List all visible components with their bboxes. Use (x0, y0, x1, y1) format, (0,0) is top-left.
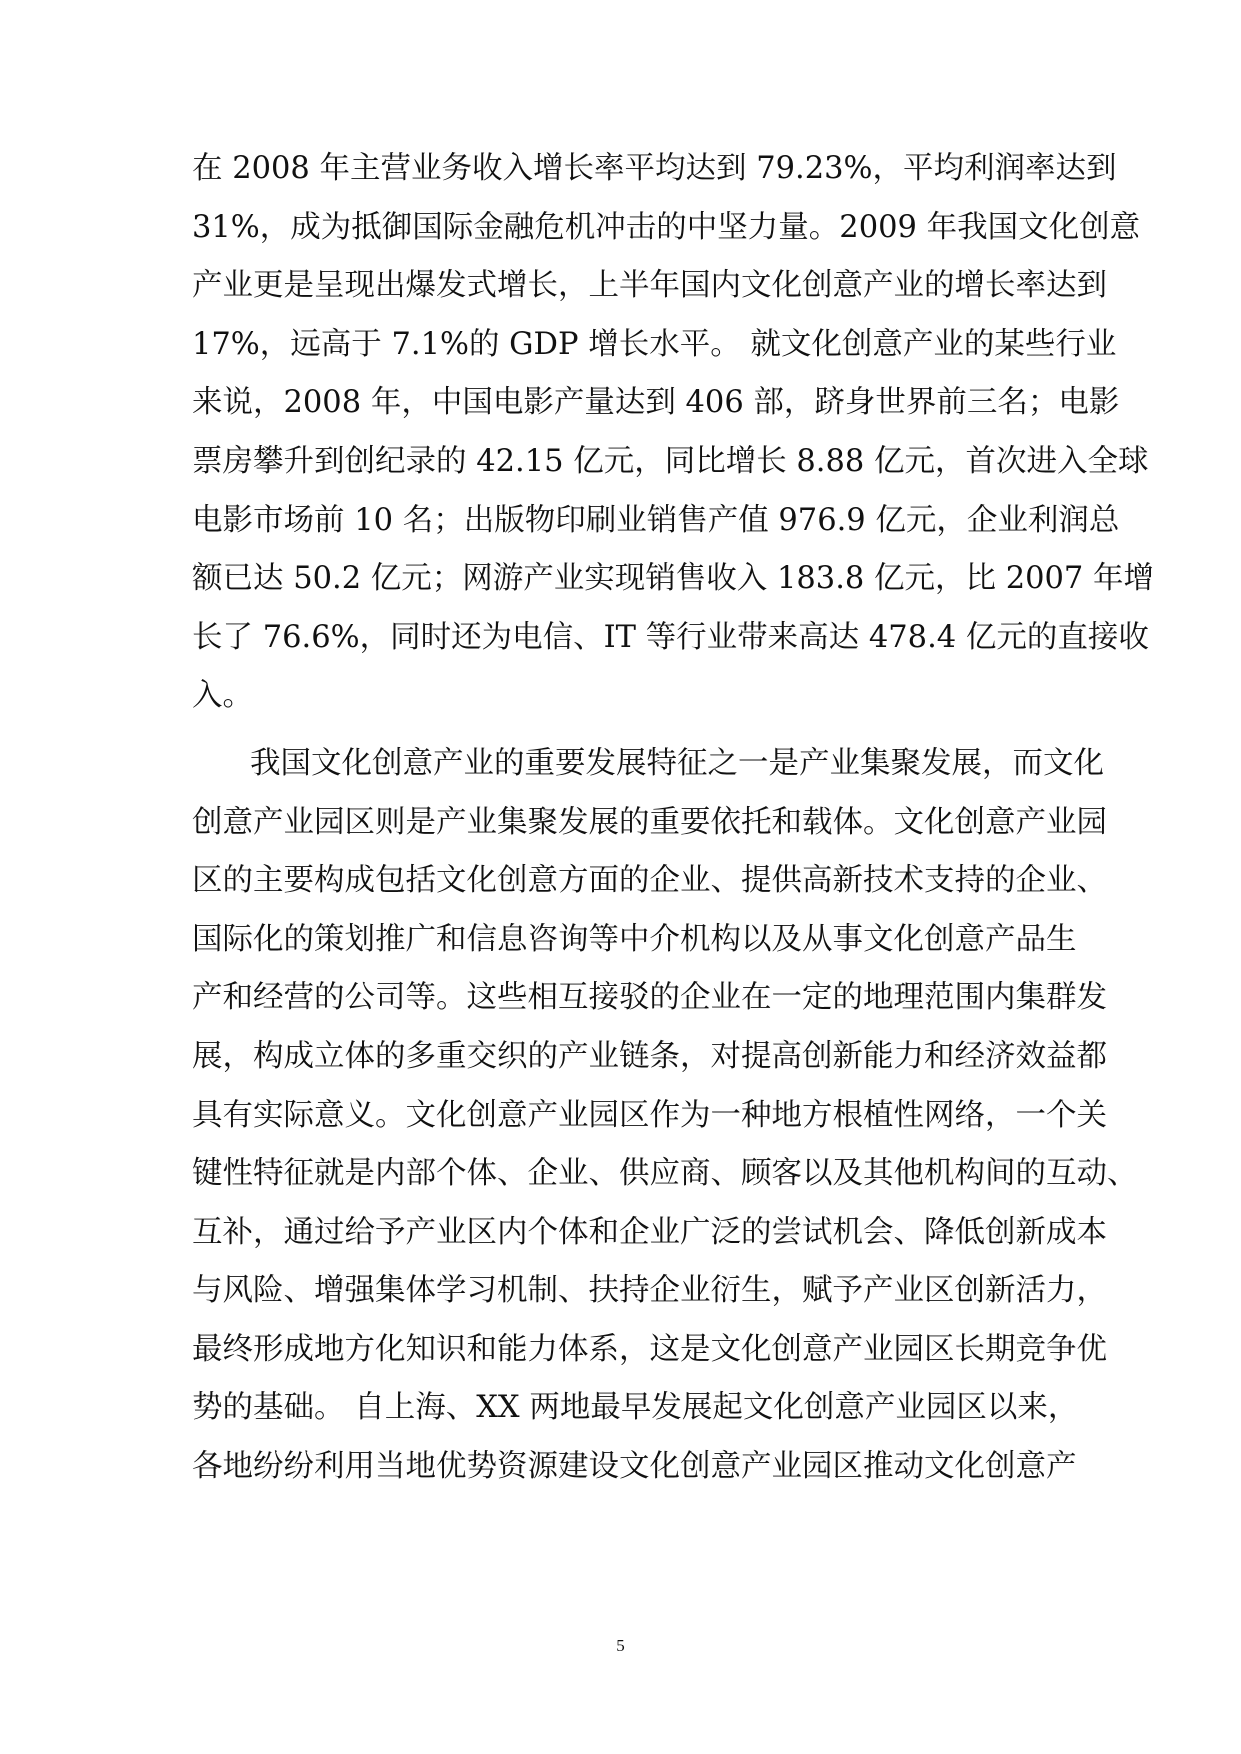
text-line: 键性特征就是内部个体、企业、供应商、顾客以及其他机构间的互动、 (192, 1156, 1138, 1192)
text-line: 在 2008 年主营业务收入增长率平均达到 79.23%，平均利润率达到 (192, 151, 1117, 186)
text-line: 长了 76.6%，同时还为电信、IT 等行业带来高达 478.4 亿元的直接收 (192, 619, 1149, 655)
text-line: 我国文化创意产业的重要发展特征之一是产业集聚发展，而文化 (250, 745, 1104, 781)
text-line: 具有实际意义。文化创意产业园区作为一种地方根植性网络，一个关 (192, 1097, 1107, 1133)
text-line: 势的基础。 自上海、XX 两地最早发展起文化创意产业园区以来， (192, 1390, 1079, 1426)
text-line: 电影市场前 10 名；出版物印刷业销售产值 976.9 亿元，企业利润总 (192, 502, 1120, 538)
paragraph-gap (192, 726, 1052, 735)
text-line: 额已达 50.2 亿元；网游产业实现销售收入 183.8 亿元，比 2007 年增 (192, 561, 1155, 597)
text-line: 产和经营的公司等。这些相互接驳的企业在一定的地理范围内集群发 (192, 980, 1107, 1016)
text-line: 各地纷纷利用当地优势资源建设文化创意产业园区推动文化创意产 (192, 1449, 1077, 1485)
text-line: 入。 (192, 678, 253, 714)
text-line: 创意产业园区则是产业集聚发展的重要依托和载体。文化创意产业园 (192, 804, 1107, 840)
text-line: 17%，远高于 7.1%的 GDP 增长水平。 就文化创意产业的某些行业 (192, 326, 1117, 362)
text-line: 来说，2008 年，中国电影产量达到 406 部，跻身世界前三名；电影 (192, 385, 1120, 421)
page-number: 5 (616, 1636, 625, 1655)
text-line: 最终形成地方化知识和能力体系，这是文化创意产业园区长期竞争优 (192, 1331, 1107, 1367)
text-line: 票房攀升到创纪录的 42.15 亿元，同比增长 8.88 亿元，首次进入全球 (192, 443, 1149, 479)
text-line: 产业更是呈现出爆发式增长，上半年国内文化创意产业的增长率达到 (192, 268, 1107, 304)
text-line: 31%，成为抵御国际金融危机冲击的中坚力量。2009 年我国文化创意 (192, 209, 1141, 245)
text-line: 与风险、增强集体学习机制、扶持企业衍生，赋予产业区创新活力， (192, 1273, 1107, 1309)
text-line: 国际化的策划推广和信息咨询等中介机构以及从事文化创意产品生 (192, 921, 1077, 957)
body-text (192, 140, 1155, 1497)
text-line: 互补，通过给予产业区内个体和企业广泛的尝试机会、降低创新成本 (192, 1214, 1107, 1250)
text-line: 展，构成立体的多重交织的产业链条，对提高创新能力和经济效益都 (192, 1038, 1107, 1074)
text-line: 区的主要构成包括文化创意方面的企业、提供高新技术支持的企业、 (192, 863, 1107, 899)
